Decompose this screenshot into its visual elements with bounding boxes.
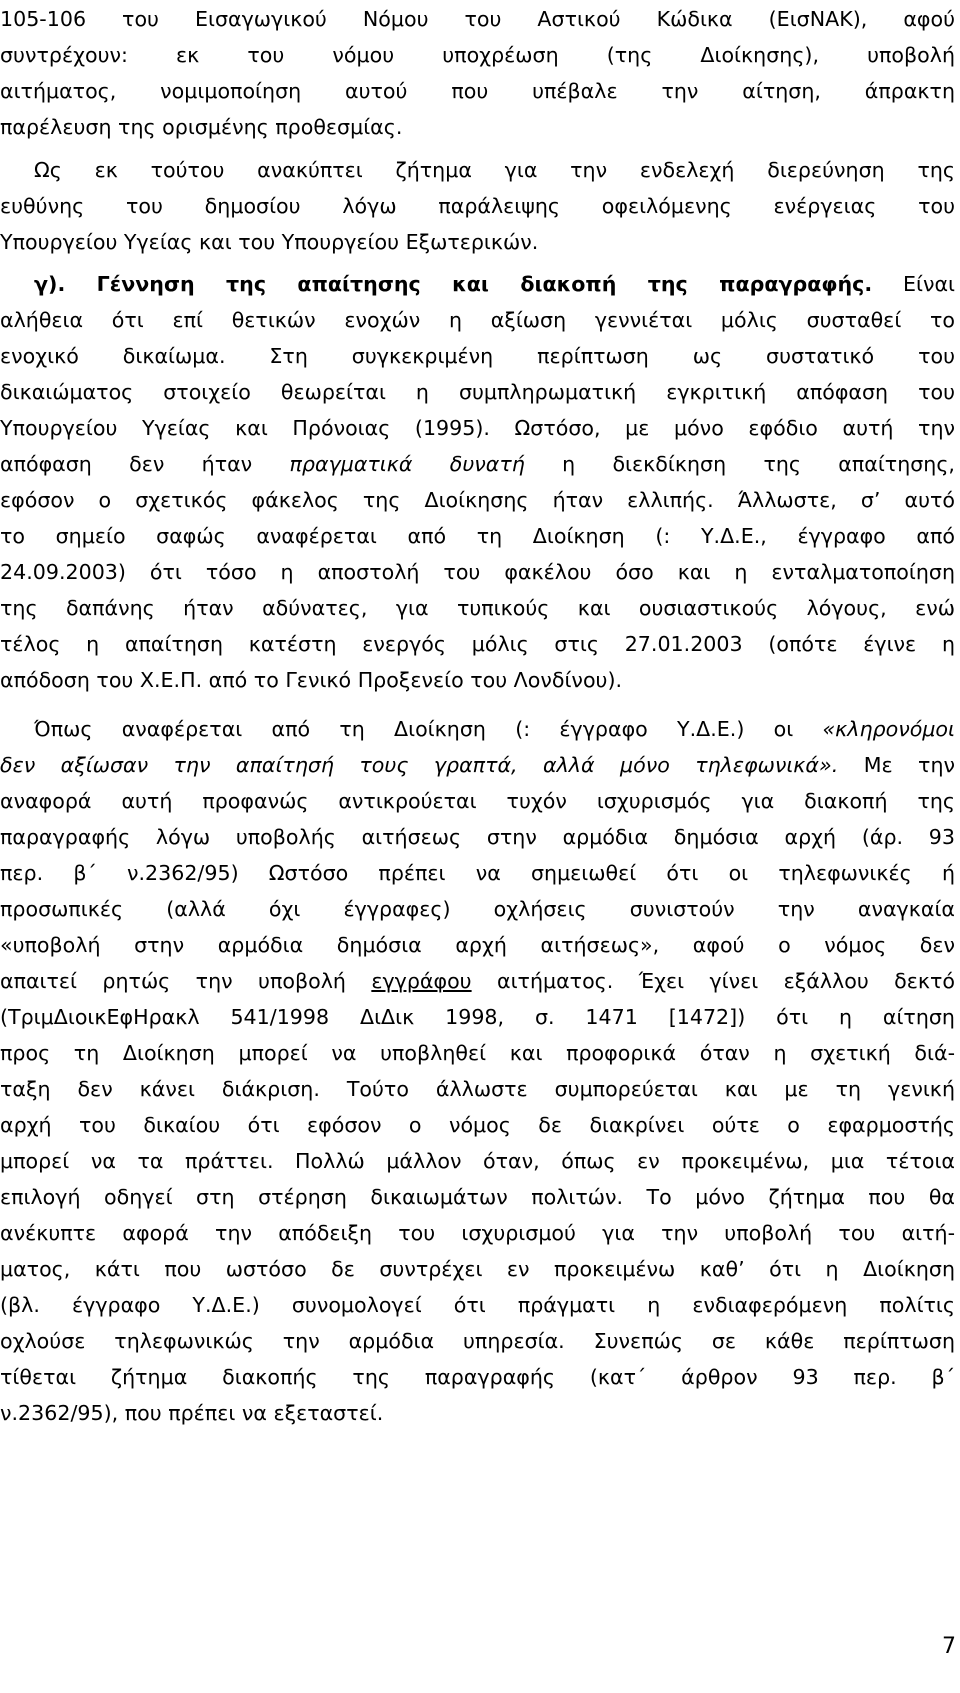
text-line [0, 747, 955, 783]
paragraph-3 [0, 266, 955, 698]
text-fragment: Με την [863, 753, 956, 777]
text-line: ταξη δεν κάνει διάκριση. Τούτο άλλωστε συμπορεύεται και με τη γενική [0, 1077, 955, 1101]
paragraph-4 [0, 711, 955, 1431]
text-line: επιλογή οδηγεί στη στέρηση δικαιωμάτων πολιτών. Το μόνο ζήτημα που θα [0, 1185, 955, 1209]
text-fragment: Είναι [902, 272, 955, 296]
text-line [0, 266, 955, 302]
text-line: παρέλευση της ορισμένης προθεσμίας. [0, 115, 403, 139]
section-heading: γ). Γέννηση της απαίτησης και διακοπή της παραγραφής. [34, 272, 873, 296]
text-line: αρχή του δικαίου ότι εφόσον ο νόμος δε διακρίνει ούτε ο εφαρμοστής [0, 1113, 955, 1137]
emphasized-text: πραγματικά δυνατή [289, 452, 525, 476]
text-line: Ως εκ τούτου ανακύπτει ζήτημα για την ενδελεχή διερεύνηση της [34, 158, 955, 182]
text-line: το σημείο σαφώς αναφέρεται από τη Διοίκηση (: Υ.Δ.Ε., έγγραφο από [0, 524, 955, 548]
text-line: της δαπάνης ήταν αδύνατες, για τυπικούς και ουσιαστικούς λόγους, ενώ [0, 596, 955, 620]
text-line: απόδοση του Χ.Ε.Π. από το Γενικό Προξενείο του Λονδίνου). [0, 668, 623, 692]
text-fragment: απόφαση δεν ήταν [0, 452, 253, 476]
page-number: 7 [942, 1634, 956, 1659]
text-line [0, 446, 955, 482]
text-fragment: η διεκδίκηση της απαίτησης, [562, 452, 955, 476]
text-line: ανέκυπτε αφορά την απόδειξη του ισχυρισμού για την υποβολή του αιτή- [0, 1221, 955, 1245]
text-line: περ. β΄ ν.2362/95) Ωστόσο πρέπει να σημειωθεί ότι οι τηλεφωνικές ή [0, 861, 955, 885]
paragraph-1 [0, 1, 955, 145]
text-line: δικαιώματος στοιχείο θεωρείται η συμπληρωματική εγκριτική απόφαση του [0, 380, 955, 404]
text-line: αιτήματος, νομιμοποίηση αυτού που υπέβαλε την αίτηση, άπρακτη [0, 79, 955, 103]
text-line: ν.2362/95), που πρέπει να εξεταστεί. [0, 1401, 384, 1425]
text-line: Υπουργείου Υγείας και του Υπουργείου Εξωτερικών. [0, 230, 539, 254]
text-line [0, 711, 955, 747]
text-line [0, 963, 955, 999]
text-line: Υπουργείου Υγείας και Πρόνοιας (1995). Ωστόσο, με μόνο εφόδιο αυτή την [0, 416, 955, 440]
text-fragment: απαιτεί ρητώς την υποβολή [0, 969, 346, 993]
text-line: 105-106 του Εισαγωγικού Νόμου του Αστικού Κώδικα (ΕισΝΑΚ), αφού [0, 7, 955, 31]
text-line: τέλος η απαίτηση κατέστη ενεργός μόλις στις 27.01.2003 (οπότε έγινε η [0, 632, 955, 656]
text-line: συντρέχουν: εκ του νόμου υποχρέωση (της Διοίκησης), υποβολή [0, 43, 955, 67]
text-fragment: αιτήματος. Έχει γίνει εξάλλου δεκτό [497, 969, 955, 993]
text-line: οχλούσε τηλεφωνικώς την αρμόδια υπηρεσία. Συνεπώς σε κάθε περίπτωση [0, 1329, 955, 1353]
text-line: παραγραφής λόγω υποβολής αιτήσεως στην αρμόδια δημόσια αρχή (άρ. 93 [0, 825, 955, 849]
text-line: ματος, κάτι που ωστόσο δε συντρέχει εν προκειμένω καθ’ ότι η Διοίκηση [0, 1257, 955, 1281]
text-line: προς τη Διοίκηση μπορεί να υποβληθεί και προφορικά όταν η σχετική διά- [0, 1041, 955, 1065]
quoted-text: δεν αξίωσαν την απαίτησή τους γραπτά, αλλά μόνο τηλεφωνικά». [0, 753, 839, 777]
text-line: τίθεται ζήτημα διακοπής της παραγραφής (κατ΄ άρθρον 93 περ. β΄ [0, 1365, 955, 1389]
text-line: ενοχικό δικαίωμα. Στη συγκεκριμένη περίπτωση ως συστατικό του [0, 344, 955, 368]
underlined-text: εγγράφου [371, 969, 472, 993]
text-fragment: Όπως αναφέρεται από τη Διοίκηση (: έγγραφο Υ.Δ.Ε.) οι [34, 717, 794, 741]
text-line: (ΤριμΔιοικΕφΗρακλ 541/1998 ΔιΔικ 1998, σ. 1471 [1472]) ότι η αίτηση [0, 1005, 955, 1029]
text-line: εφόσον ο σχετικός φάκελος της Διοίκησης ήταν ελλιπής. Άλλωστε, σ’ αυτό [0, 488, 955, 512]
text-line: (βλ. έγγραφο Υ.Δ.Ε.) συνομολογεί ότι πράγματι η ενδιαφερόμενη πολίτις [0, 1293, 955, 1317]
text-line: 24.09.2003) ότι τόσο η αποστολή του φακέλου όσο και η ενταλματοποίηση [0, 560, 955, 584]
text-line: αλήθεια ότι επί θετικών ενοχών η αξίωση γεννιέται μόλις συσταθεί το [0, 308, 955, 332]
paragraph-2 [0, 152, 955, 260]
text-line: μπορεί να τα πράττει. Πολλώ μάλλον όταν, όπως εν προκειμένω, μια τέτοια [0, 1149, 955, 1173]
text-line: αναφορά αυτή προφανώς αντικρούεται τυχόν ισχυρισμός για διακοπή της [0, 789, 955, 813]
text-line: ευθύνης του δημοσίου λόγω παράλειψης οφειλόμενης ενέργειας του [0, 194, 955, 218]
quoted-text: «κληρονόμοι [822, 717, 955, 741]
text-line: προσωπικές (αλλά όχι έγγραφες) οχλήσεις συνιστούν την αναγκαία [0, 897, 955, 921]
text-line: «υποβολή στην αρμόδια δημόσια αρχή αιτήσεως», αφού ο νόμος δεν [0, 933, 955, 957]
